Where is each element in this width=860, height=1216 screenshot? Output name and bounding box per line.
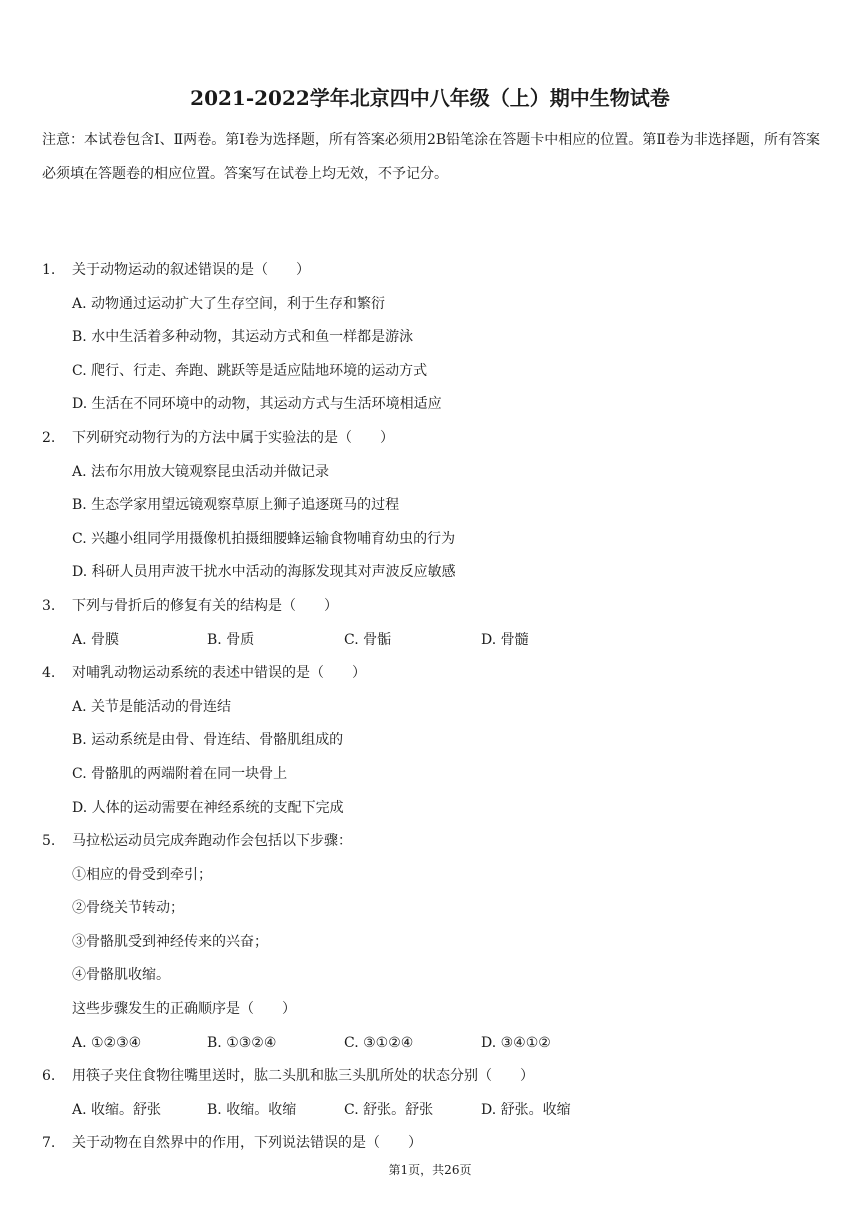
question-prompt: 这些步骤发生的正确顺序是（ ）: [72, 1001, 296, 1018]
option-a: A. 动物通过运动扩大了生存空间，利于生存和繁衍: [72, 295, 386, 312]
step-2: ②骨绕关节转动；: [72, 900, 184, 917]
options-row: [0, 1094, 860, 1128]
option-c: C. 爬行、行走、奔跑、跳跃等是适应陆地环境的运动方式: [72, 362, 428, 379]
question-4: [0, 657, 860, 691]
option-c: C. 骨骺: [344, 631, 392, 648]
option-b: B. 收缩。收缩: [207, 1101, 297, 1118]
question-list: [0, 254, 860, 1161]
option-c: C. 兴趣小组同学用摄像机拍摄细腰蜂运输食物哺育幼虫的行为: [72, 530, 456, 547]
question-1: [0, 254, 860, 288]
option-b: B. 生态学家用望远镜观察草原上狮子追逐斑马的过程: [72, 497, 400, 514]
page-title: 2021-2022学年北京四中八年级（上）期中生物试卷: [190, 86, 670, 110]
question-6: [0, 1060, 860, 1094]
question-text: 下列研究动物行为的方法中属于实验法的是（ ）: [72, 429, 394, 446]
question-text: 马拉松运动员完成奔跑动作会包括以下步骤：: [72, 833, 352, 850]
question-text: 下列与骨折后的修复有关的结构是（ ）: [72, 597, 338, 614]
option-b: B. ①③②④: [207, 1034, 277, 1051]
question-text: 对哺乳动物运动系统的表述中错误的是（ ）: [72, 665, 366, 682]
option-b: B. 运动系统是由骨、骨连结、骨骼肌组成的: [72, 732, 344, 749]
question-number: 2.: [42, 429, 56, 446]
exam-notice: 注意：本试卷包含Ⅰ、Ⅱ两卷。第Ⅰ卷为选择题，所有答案必须用2B铅笔涂在答题卡中相应的位置。第Ⅱ卷为非选择题，所有答案必须填在答题卷的相应位置。答案写在试卷上均无效，不予记分。: [42, 132, 820, 182]
question-number: 1.: [42, 262, 56, 278]
question-number: 4.: [42, 665, 56, 682]
option-d: D. 骨髓: [481, 631, 529, 648]
option-d: D. 人体的运动需要在神经系统的支配下完成: [72, 799, 344, 816]
question-number: 7.: [42, 1135, 56, 1152]
option-c: C. 舒张。舒张: [344, 1101, 434, 1118]
option-b: B. 骨质: [207, 631, 255, 648]
option-d: D. 科研人员用声波干扰水中活动的海豚发现其对声波反应敏感: [72, 564, 456, 581]
question-7: [0, 1127, 860, 1161]
question-number: 6.: [42, 1068, 56, 1085]
step-4: ④骨骼肌收缩。: [72, 967, 170, 984]
option-d: D. 生活在不同环境中的动物，其运动方式与生活环境相适应: [72, 396, 442, 413]
option-a: A. 关节是能活动的骨连结: [72, 698, 232, 715]
question-text: 关于动物运动的叙述错误的是（ ）: [72, 262, 310, 278]
question-2: [0, 422, 860, 456]
step-3: ③骨骼肌受到神经传来的兴奋；: [72, 933, 268, 950]
question-3: [0, 590, 860, 624]
question-number: 5.: [42, 833, 56, 850]
step-1: ①相应的骨受到牵引；: [72, 866, 212, 883]
page-footer: 第1页，共26页: [388, 1163, 472, 1177]
option-d: D. 舒张。收缩: [481, 1101, 571, 1118]
options-row: [0, 624, 860, 658]
option-a: A. 骨膜: [72, 631, 120, 648]
question-number: 3.: [42, 597, 56, 614]
option-c: C. ③①②④: [344, 1034, 414, 1051]
option-a: A. 法布尔用放大镜观察昆虫活动并做记录: [72, 463, 330, 480]
question-text: 用筷子夹住食物往嘴里送时，肱二头肌和肱三头肌所处的状态分别（ ）: [72, 1068, 534, 1085]
option-b: B. 水中生活着多种动物，其运动方式和鱼一样都是游泳: [72, 329, 414, 346]
question-5: [0, 825, 860, 859]
option-a: A. ①②③④: [72, 1034, 142, 1051]
option-a: A. 收缩。舒张: [72, 1101, 162, 1118]
question-text: 关于动物在自然界中的作用，下列说法错误的是（ ）: [72, 1135, 422, 1152]
option-c: C. 骨骼肌的两端附着在同一块骨上: [72, 765, 288, 782]
option-d: D. ③④①②: [481, 1034, 551, 1051]
options-row: [0, 1027, 860, 1061]
